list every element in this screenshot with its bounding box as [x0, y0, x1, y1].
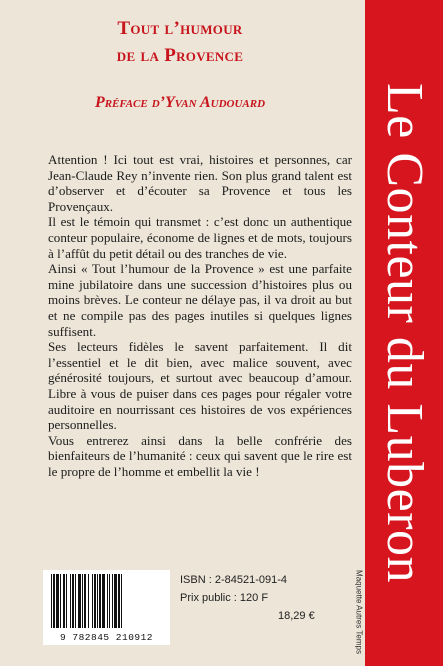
- book-title-line2: de la Provence: [116, 45, 244, 66]
- design-credit: Maquette Autres Temps: [354, 570, 364, 654]
- blurb-paragraph: Vous entrerez ainsi dans la belle confrérie des bienfaiteurs de l’humanité : ceux qui savent que le rire est le propre de l’homme et embellit la vie !: [48, 432, 352, 479]
- barcode-bars-icon: [43, 570, 170, 632]
- blurb-paragraph: Il est le témoin qui transmet : c’est donc un authentique conteur populaire, économe de lignes et de mots, toujours à l’affût du petit détail ou des tranches de vie.: [48, 214, 352, 261]
- blurb-text: [48, 152, 352, 479]
- blurb-paragraph: Attention ! Ici tout est vrai, histoires et personnes, car Jean-Claude Rey n’invente rien. Son plus grand talent est d’observer et d’écouter sa Provence et tous les Provençaux.: [48, 152, 352, 214]
- preface-credit: Préface d’Yvan Audouard: [94, 94, 266, 111]
- isbn-label: ISBN : 2-84521-091-4: [180, 574, 288, 586]
- price-euro: 18,29 €: [278, 610, 315, 622]
- price-francs: Prix public : 120 F: [180, 592, 269, 604]
- blurb-paragraph: Ainsi « Tout l’humour de la Provence » est une parfaite mine jubilatoire dans une succession d’histoires plus ou moins brèves. Le conteur ne délaye pas, il va droit au but et ne compile pas des pages inutiles si quelques lignes suffisent.: [48, 261, 352, 339]
- barcode: [43, 570, 170, 645]
- book-title-line1: Tout l’humour: [117, 18, 243, 39]
- blurb-paragraph: Ses lecteurs fidèles le savent parfaitement. Il dit l’essentiel et le dit bien, avec malice souvent, avec générosité toujours, et surtout avec beaucoup d’amour. Libre à vous de puiser dans ces pages pour régaler votre auditoire en nourrissant ces histoires de vos expériences personnelles.: [48, 339, 352, 433]
- barcode-number: 9 782845 210912: [59, 632, 153, 643]
- band-series-title: Le Conteur du Luberon: [376, 82, 433, 584]
